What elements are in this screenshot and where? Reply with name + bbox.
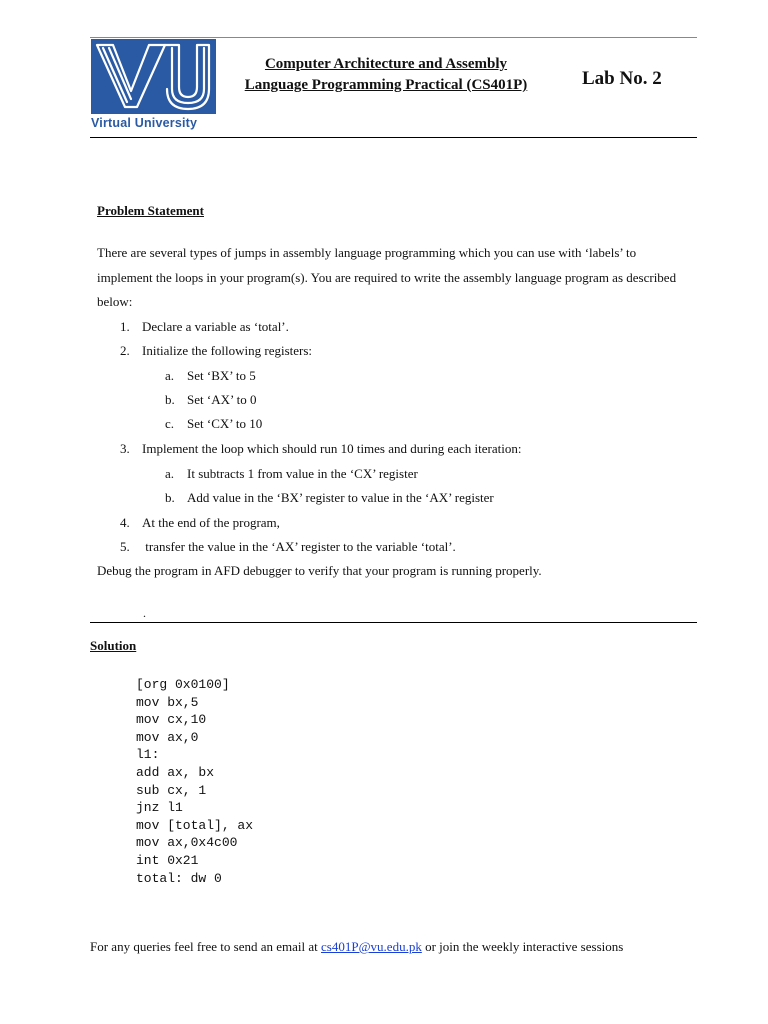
course-title-line-1: Computer Architecture and Assembly [264,56,508,72]
stray-mark: . [143,606,146,620]
assembly-code-block [136,676,253,887]
code-line: int 0x21 [136,852,199,868]
logo-caption: Virtual University [91,116,198,130]
footer-prefix: For any queries feel free to send an email at [90,939,322,954]
problem-statement-heading: Problem Statement [97,203,204,218]
list-item-text: Set ‘AX’ to 0 [187,392,257,407]
debug-instruction: Debug the program in AFD debugger to verify that your program is running properly. [97,563,542,578]
list-marker: b. [165,392,175,407]
list-item-text: Initialize the following registers: [142,343,313,358]
footer-suffix: or join the weekly interactive sessions [421,939,624,954]
code-line: total: dw 0 [136,870,222,886]
list-item-text: transfer the value in the ‘AX’ register to the variable ‘total’. [142,539,456,554]
top-rule [90,37,697,38]
code-line: mov cx,10 [136,712,207,728]
vu-logo-mark [91,26,216,114]
list-marker: 5. [120,539,130,554]
code-line: add ax, bx [136,764,215,780]
list-marker: b. [165,490,175,505]
list-marker: 4. [120,515,130,530]
virtual-university-logo [91,26,217,135]
header-divider [90,137,697,138]
list-marker: 2. [120,343,130,358]
code-line: l1: [136,747,160,763]
list-item-text: At the end of the program, [142,515,280,530]
code-line: mov ax,0x4c00 [136,835,238,851]
list-item-text: Add value in the ‘BX’ register to value in the ‘AX’ register [187,490,494,505]
code-line: mov ax,0 [136,729,199,745]
list-item-text: It subtracts 1 from value in the ‘CX’ register [187,466,418,481]
email-link[interactable]: cs401P@vu.edu.pk [321,939,422,954]
solution-divider [90,622,697,623]
vu-logo-graphic [91,26,216,114]
code-line: [org 0x0100] [136,677,230,692]
list-item-text: Set ‘CX’ to 10 [187,416,263,431]
list-item-text: Implement the loop which should run 10 times and during each iteration: [142,441,522,456]
footer-note [90,939,623,955]
code-line: mov [total], ax [136,817,254,833]
logo-mark-text: VU [91,26,115,43]
lab-number: Lab No. 2 [582,68,662,89]
list-item-text: Declare a variable as ‘total’. [142,319,289,334]
course-title-line-2: Language Programming Practical (CS401P) [244,77,528,93]
list-marker: a. [165,466,175,481]
solution-heading: Solution [90,638,137,653]
list-marker: 3. [120,441,130,456]
course-title [228,54,544,96]
code-line: mov bx,5 [136,694,199,710]
list-marker: 1. [120,319,130,334]
list-marker: c. [165,416,175,431]
code-line: sub cx, 1 [136,782,207,798]
problem-intro: There are several types of jumps in assembly language programming which you can use with ‘labels’ to implement the loops in your program(s). You are required to write the assembly language program as described below: [97,245,677,309]
code-line: jnz l1 [136,800,183,816]
list-item-text: Set ‘BX’ to 5 [187,368,256,383]
list-marker: a. [165,368,175,383]
